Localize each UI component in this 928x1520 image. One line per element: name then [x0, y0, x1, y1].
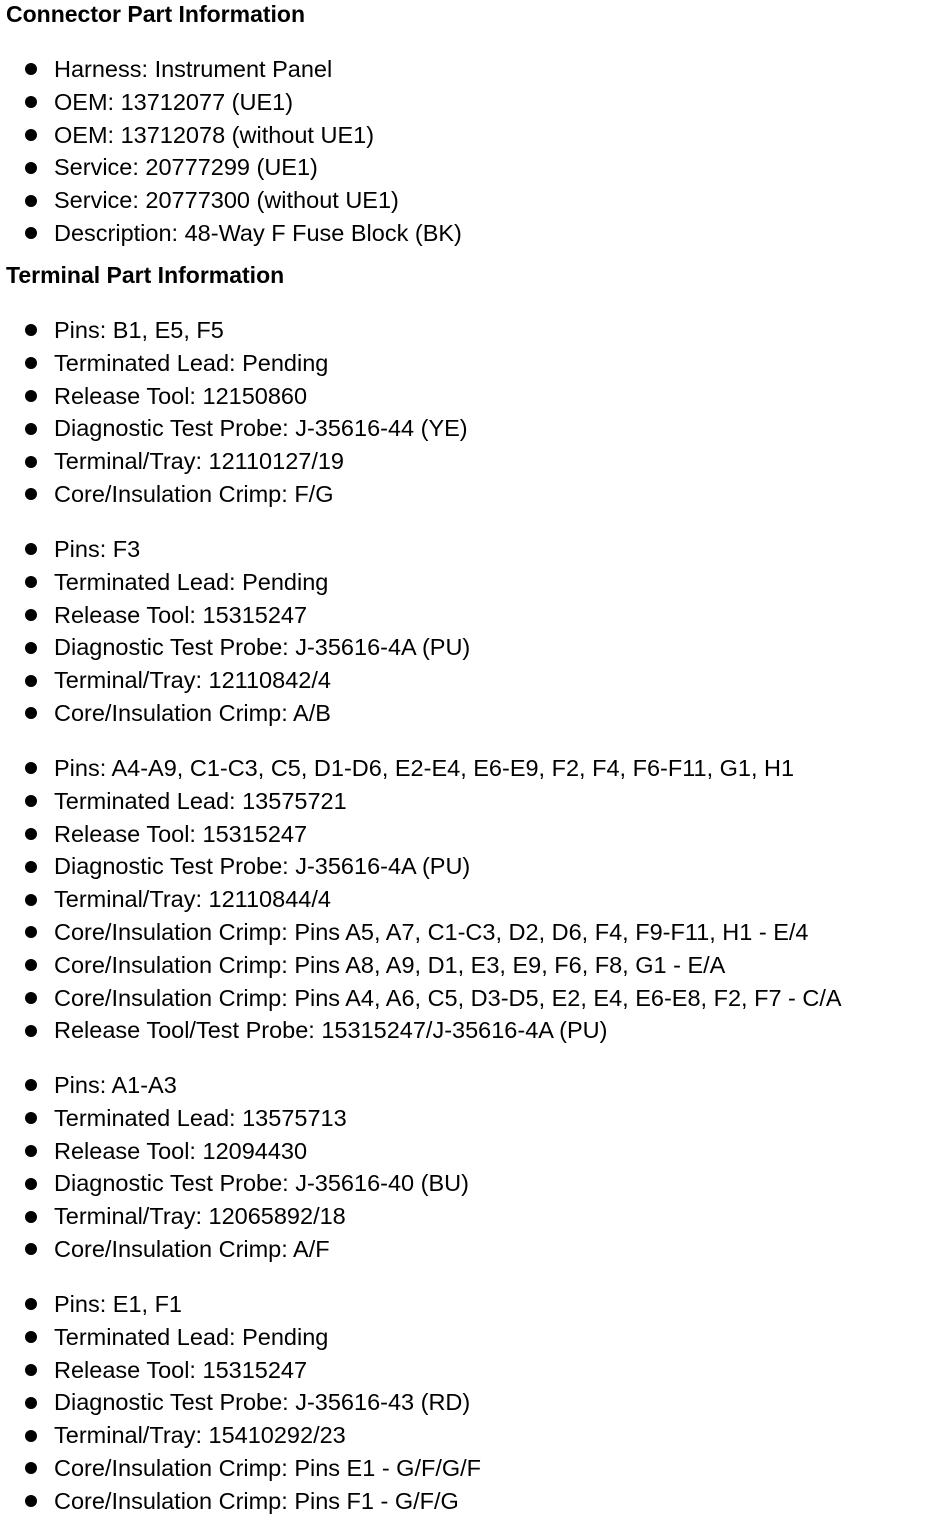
list-item: Terminal/Tray: 12110842/4	[0, 664, 928, 697]
terminal-group-4	[0, 1069, 928, 1266]
list-item: Core/Insulation Crimp: Pins E1 - G/F/G/F	[0, 1452, 928, 1485]
list-item: Terminal/Tray: 12110844/4	[0, 883, 928, 916]
list-item: Core/Insulation Crimp: F/G	[0, 478, 928, 511]
list-item: Pins: A4-A9, C1-C3, C5, D1-D6, E2-E4, E6-E9, F2, F4, F6-F11, G1, H1	[0, 752, 928, 785]
list-item: Pins: F3	[0, 533, 928, 566]
list-item: Core/Insulation Crimp: Pins F1 - G/F/G	[0, 1485, 928, 1518]
list-item: Core/Insulation Crimp: A/F	[0, 1233, 928, 1266]
terminal-group-2	[0, 533, 928, 730]
list-item: Pins: B1, E5, F5	[0, 314, 928, 347]
list-item: Harness: Instrument Panel	[0, 53, 928, 86]
list-item: OEM: 13712077 (UE1)	[0, 86, 928, 119]
list-item: Diagnostic Test Probe: J-35616-4A (PU)	[0, 850, 928, 883]
terminal-group-5	[0, 1288, 928, 1518]
list-item: Diagnostic Test Probe: J-35616-44 (YE)	[0, 412, 928, 445]
list-item: Pins: E1, F1	[0, 1288, 928, 1321]
list-item: Core/Insulation Crimp: A/B	[0, 697, 928, 730]
list-item: Core/Insulation Crimp: Pins A8, A9, D1, E3, E9, F6, F8, G1 - E/A	[0, 949, 928, 982]
list-item: Diagnostic Test Probe: J-35616-43 (RD)	[0, 1386, 928, 1419]
list-item: Terminal/Tray: 15410292/23	[0, 1419, 928, 1452]
list-item: Pins: A1-A3	[0, 1069, 928, 1102]
list-item: Diagnostic Test Probe: J-35616-4A (PU)	[0, 631, 928, 664]
list-item: Release Tool: 15315247	[0, 1354, 928, 1387]
connector-info-list	[0, 53, 928, 250]
list-item: Release Tool: 15315247	[0, 818, 928, 851]
connector-part-info-heading: Connector Part Information	[6, 1, 306, 27]
list-item: Release Tool: 15315247	[0, 599, 928, 632]
list-item: Terminated Lead: Pending	[0, 347, 928, 380]
list-item: Description: 48-Way F Fuse Block (BK)	[0, 217, 928, 250]
list-item: Terminal/Tray: 12110127/19	[0, 445, 928, 478]
list-item: Release Tool: 12150860	[0, 380, 928, 413]
list-item: Core/Insulation Crimp: Pins A5, A7, C1-C3, D2, D6, F4, F9-F11, H1 - E/4	[0, 916, 928, 949]
list-item: OEM: 13712078 (without UE1)	[0, 119, 928, 152]
list-item: Service: 20777299 (UE1)	[0, 151, 928, 184]
terminal-group-3	[0, 752, 928, 1047]
list-item: Core/Insulation Crimp: Pins A4, A6, C5, D3-D5, E2, E4, E6-E8, F2, F7 - C/A	[0, 982, 928, 1015]
list-item: Release Tool: 12094430	[0, 1135, 928, 1168]
list-item: Release Tool/Test Probe: 15315247/J-35616-4A (PU)	[0, 1014, 928, 1047]
terminal-part-info-heading: Terminal Part Information	[6, 262, 285, 288]
terminal-group-1	[0, 314, 928, 511]
list-item: Terminated Lead: 13575721	[0, 785, 928, 818]
list-item: Terminated Lead: Pending	[0, 1321, 928, 1354]
list-item: Terminated Lead: Pending	[0, 566, 928, 599]
list-item: Terminal/Tray: 12065892/18	[0, 1200, 928, 1233]
list-item: Diagnostic Test Probe: J-35616-40 (BU)	[0, 1167, 928, 1200]
list-item: Service: 20777300 (without UE1)	[0, 184, 928, 217]
list-item: Terminated Lead: 13575713	[0, 1102, 928, 1135]
